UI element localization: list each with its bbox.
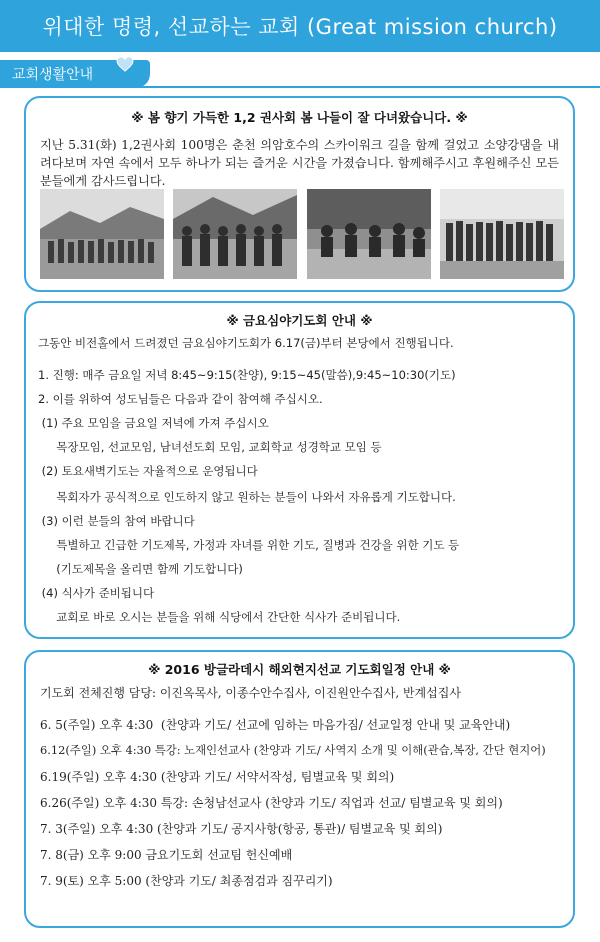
section-label: 교회생활안내 <box>12 67 94 83</box>
notice-line: (4) 식사가 준비됩니다 <box>38 586 155 600</box>
notice-line: (2) 토요새벽기도는 자율적으로 운영됩니다 <box>38 464 258 478</box>
notice-title: ※ 봄 향기 가득한 1,2 권사회 봄 나들이 잘 다녀왔습니다. ※ <box>131 110 468 125</box>
notice-line: (1) 주요 모임을 금요일 저녁에 가져 주십시오 <box>38 416 269 430</box>
section-divider <box>0 86 600 88</box>
notice-title: ※ 금요심야기도회 안내 ※ <box>226 313 373 328</box>
schedule-item: 6.26(주일) 오후 4:30 특강: 손청남선교사 (찬양과 기도/ 직업과 선교/ 팀별교육 및 회의) <box>40 796 503 810</box>
notice-title: ※ 2016 방글라데시 해외현지선교 기도회일정 안내 ※ <box>148 662 451 677</box>
photo-lake-group <box>40 189 164 279</box>
photo-mountain-group <box>173 189 297 279</box>
heart-icon <box>116 56 134 72</box>
photo-strip <box>40 189 561 279</box>
banner-title: 위대한 명령, 선교하는 교회 (Great mission church) <box>42 15 558 39</box>
schedule-item: 6. 5(주일) 오후 4:30 (찬양과 기도/ 선교에 임하는 마음가짐/ 선교일정 안내 및 교육안내) <box>40 718 511 732</box>
schedule-item: 6.19(주일) 오후 4:30 (찬양과 기도/ 서약서작성, 팀별교육 및 회의) <box>40 770 395 784</box>
section-header <box>0 60 600 88</box>
schedule-item: 6.12(주일) 오후 4:30 특강: 노재인선교사 (찬양과 기도/ 사역지 소개 및 이해(관습,복장, 간단 현지어) <box>40 743 546 757</box>
schedule-item: 7. 3(주일) 오후 4:30 (찬양과 기도/ 공지사항(항공, 통관)/ 팀별교육 및 회의) <box>40 822 443 836</box>
notice-card-spring-outing <box>24 96 575 292</box>
schedule-item: 7. 8(금) 오후 9:00 금요기도회 선교팀 헌신예배 <box>40 848 293 862</box>
notice-line: (3) 이런 분들의 참여 바랍니다 <box>38 514 195 528</box>
notice-line: 목회자가 공식적으로 인도하지 않고 원하는 분들이 나와서 자유롭게 기도합니다. <box>38 490 456 504</box>
notice-card-friday-prayer <box>24 301 575 639</box>
notice-body: 지난 5.31(화) 1,2권사회 100명은 춘천 의암호수의 스카이워크 길을 함께 걸었고 소양강댐을 내려다보며 자연 속에서 모두 하나가 되는 즐거운 시간을 가졌습니다. 함께해주시고 후원해주신 모든 분들에게 감사드립니다. <box>40 138 559 188</box>
notice-line: 특별하고 긴급한 기도제목, 가정과 자녀를 위한 기도, 질병과 건강을 위한 기도 등 <box>38 538 460 552</box>
photo-standing-group <box>440 189 564 279</box>
notice-line: 기도회 전체진행 담당: 이진옥목사, 이종수안수집사, 이진원안수집사, 반계섭집사 <box>40 686 461 700</box>
notice-line: 목장모임, 선교모임, 남녀선도회 모임, 교회학교 성경학교 모임 등 <box>38 440 382 454</box>
notice-line: 그동안 비전홀에서 드려졌던 금요심야기도회가 6.17(금)부터 본당에서 진행됩니다. <box>38 336 454 350</box>
notice-line: (기도제목을 올리면 함께 기도합니다) <box>38 562 243 576</box>
notice-line: 교회로 바로 오시는 분들을 위해 식당에서 간단한 식사가 준비됩니다. <box>38 610 401 624</box>
schedule-item: 7. 9(토) 오후 5:00 (찬양과 기도/ 최종점검과 짐꾸리기) <box>40 874 333 888</box>
notice-line: 1. 진행: 매주 금요일 저녁 8:45~9:15(찬양), 9:15~45(말씀),9:45~10:30(기도) <box>38 368 456 382</box>
page-banner <box>0 0 600 52</box>
notice-card-mission-schedule <box>24 650 575 928</box>
notice-line: 2. 이를 위하여 성도님들은 다음과 같이 참여해 주십시오. <box>38 392 323 406</box>
photo-seated-group <box>307 189 431 279</box>
